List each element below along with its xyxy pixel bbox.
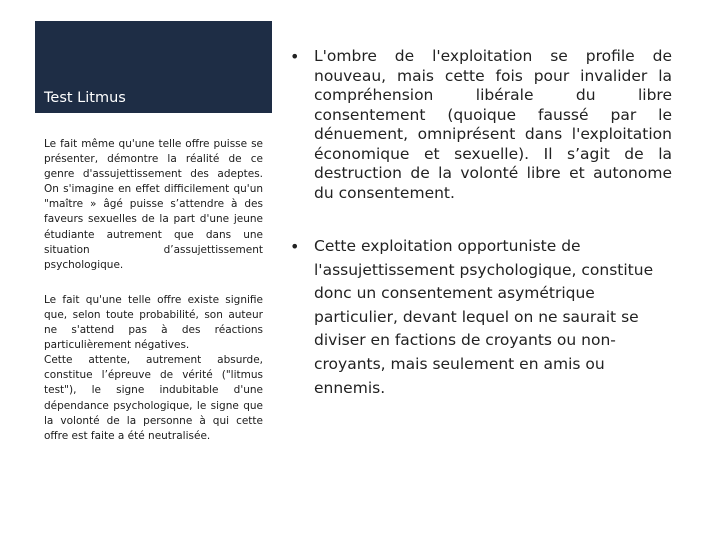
- bullet-text-1: L'ombre de l'exploitation se profile de nouveau, mais cette fois pour invalider la compréhension libérale du libre consentement (quoique faussé par le dénuement, omniprésent dans l'exploitation économique et sexuelle). Il s’agit de la destruction de la volonté libre et autonome du consentement.: [314, 47, 672, 202]
- bullet-item-1: [286, 47, 672, 203]
- left-paragraph-3: Cette attente, autrement absurde, constitue l’épreuve de vérité ("litmus test"), le signe indubitable d'une dépendance psychologique, le signe que la volonté de la personne à qui cette offre est faite a été neutralisée.: [44, 354, 263, 442]
- left-text-column: [44, 137, 263, 444]
- bullet-dot: •: [290, 237, 300, 256]
- left-paragraph-2: Le fait qu'une telle offre existe signifie que, selon toute probabilité, son auteur ne s'attend pas à des réactions particulièrement négatives.: [44, 293, 263, 352]
- bullet-item-2: [286, 235, 672, 400]
- bullet-text-2: Cette exploitation opportuniste de l'assujettissement psychologique, constitue donc un consentement asymétrique particulier, devant lequel on ne saurait se diviser en factions de croyants ou non-croyants, mais seulement en amis ou ennemis.: [314, 237, 654, 397]
- slide-title: Test Litmus: [44, 89, 126, 106]
- bullet-dot: •: [290, 47, 300, 66]
- right-bullet-column: [286, 47, 672, 400]
- left-paragraph-1: Le fait même qu'une telle offre puisse se présenter, démontre la réalité de ce genre d'assujettissement des adeptes. On s'imagine en effet difficilement qu'un "maître » âgé puisse s’attendre à des faveurs sexuelles de la part d'une jeune étudiante autrement que dans une situation d’assujettissement psychologique.: [44, 138, 263, 271]
- slide-title-box: [35, 21, 272, 113]
